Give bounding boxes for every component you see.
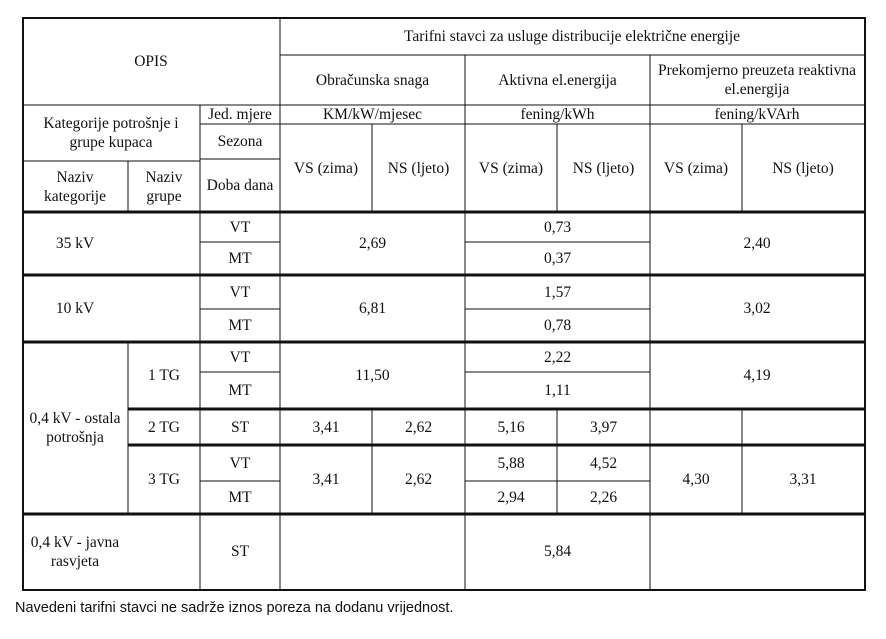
row-2tg-obracunska-ns: 2,62	[404, 418, 433, 436]
header-kategorije: Kategorije potrošnje i grupe kupaca	[43, 115, 179, 151]
row-javna-st: ST	[230, 543, 250, 560]
row-1tg-obracunska: 11,50	[355, 367, 390, 384]
row-3tg-obracunska-ns: 2,62	[404, 471, 433, 488]
header-jed-mjere: Jed. mjere	[208, 106, 272, 123]
row-1tg-aktivna-vt: 2,22	[543, 348, 572, 366]
row-10kv-obracunska: 6,81	[358, 300, 387, 317]
row-10kv-vt: VT	[229, 283, 251, 301]
footnote: Navedeni tarifni stavci ne sadrže iznos poreza na dodanu vrijednost.	[15, 600, 454, 616]
row-3tg-reaktivna-vs: 4,30	[682, 471, 710, 488]
row-2tg-aktivna-vs: 5,16	[497, 418, 525, 436]
unit-fening-kvarh: fening/kVArh	[714, 106, 800, 123]
header-obracunska-vs: VS (zima)	[293, 159, 359, 177]
header-doba-dana: Doba dana	[206, 177, 274, 194]
row-3tg-aktivna-vt-vs: 5,88	[497, 454, 525, 472]
row-1tg-aktivna-mt: 1,11	[544, 382, 571, 399]
row-10kv-aktivna-vt: 1,57	[543, 283, 572, 301]
header-aktivna-vs: VS (zima)	[478, 159, 544, 177]
header-aktivna-energija: Aktivna el.energija	[498, 71, 617, 89]
row-3tg-reaktivna-ns: 3,31	[789, 471, 817, 488]
tariff-table	[22, 17, 886, 589]
row-3tg-group: 3 TG	[147, 471, 180, 488]
row-35kv-aktivna-mt: 0,37	[543, 250, 572, 267]
row-1tg-mt: MT	[228, 382, 252, 399]
row-10kv-reaktivna: 3,02	[743, 300, 771, 317]
unit-km-kw-mjesec: KM/kW/mjesec	[322, 106, 422, 123]
header-reaktivna-vs: VS (zima)	[663, 159, 729, 177]
row-1tg-group: 1 TG	[147, 367, 180, 384]
row-ostala-label: 0,4 kV - ostala potrošnja	[29, 410, 121, 446]
row-35kv-mt: MT	[228, 250, 252, 267]
row-3tg-aktivna-vt-ns: 4,52	[589, 454, 618, 472]
header-reaktivna-ns: NS (ljeto)	[772, 159, 834, 177]
row-3tg-obracunska-vs: 3,41	[312, 471, 340, 488]
header-title: Tarifni stavci za usluge distribucije električne energije	[403, 27, 741, 45]
row-10kv-label: 10 kV	[55, 300, 95, 317]
header-opis: OPIS	[134, 52, 168, 70]
row-javna-label: 0,4 kV - javna rasvjeta	[30, 533, 120, 570]
row-3tg-mt: MT	[228, 489, 252, 506]
row-2tg-obracunska-vs: 3,41	[312, 418, 340, 436]
row-1tg-vt: VT	[229, 348, 251, 366]
row-35kv-aktivna-vt: 0,73	[543, 218, 572, 236]
row-35kv-label: 35 kV	[55, 235, 95, 252]
header-obracunska-snaga: Obračunska snaga	[315, 71, 430, 89]
row-3tg-aktivna-mt-vs: 2,94	[497, 489, 525, 506]
row-2tg-aktivna-ns: 3,97	[589, 418, 618, 436]
row-10kv-aktivna-mt: 0,78	[543, 317, 572, 334]
row-2tg-group: 2 TG	[147, 418, 180, 436]
header-sezona: Sezona	[217, 133, 263, 150]
header-naziv-grupe: Naziv grupe	[145, 168, 183, 205]
unit-fening-kwh: fening/kWh	[520, 106, 595, 123]
header-prekomjerno-reaktivna: Prekomjerno preuzeta reaktivna el.energija	[658, 62, 856, 98]
row-35kv-vt: VT	[229, 218, 251, 236]
row-35kv-reaktivna: 2,40	[743, 235, 771, 252]
row-35kv-obracunska: 2,69	[358, 235, 387, 252]
header-aktivna-ns: NS (ljeto)	[572, 159, 635, 177]
row-10kv-mt: MT	[228, 317, 252, 334]
header-obracunska-ns: NS (ljeto)	[387, 159, 450, 177]
row-javna-aktivna: 5,84	[543, 543, 572, 560]
row-1tg-reaktivna: 4,19	[743, 367, 771, 384]
header-naziv-kategorije: Naziv kategorije	[44, 168, 106, 205]
row-2tg-st: ST	[230, 418, 250, 436]
row-3tg-aktivna-mt-ns: 2,26	[589, 489, 618, 506]
row-3tg-vt: VT	[229, 454, 251, 472]
